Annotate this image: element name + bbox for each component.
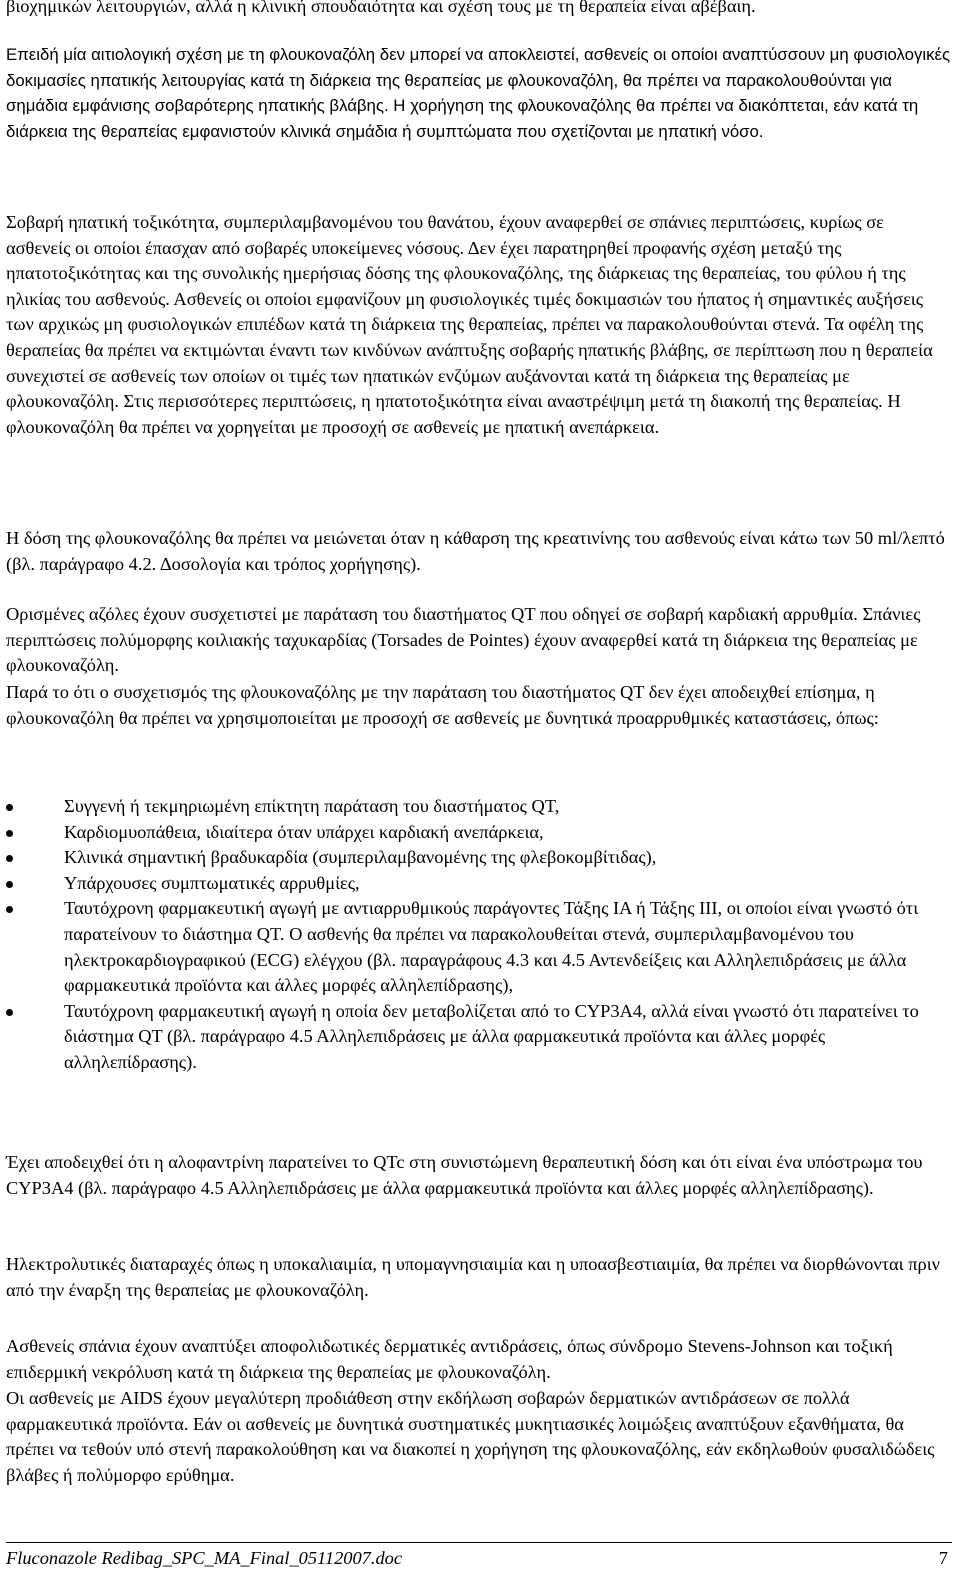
list-item: Ταυτόχρονη φαρμακευτική αγωγή η οποία δεν μεταβολίζεται από το CYP3A4, αλλά είναι γνωστό ότι παρατείνει το διάστημα QT (βλ. παράγραφο 4.5 Αλληλεπιδράσεις με άλλα φαρμακευτικά προϊόντα και άλλες μορφές αλληλεπίδρασης). [6,999,952,1076]
paragraph-electrolytes: Ηλεκτρολυτικές διαταραχές όπως η υποκαλιαιμία, η υπομαγνησιαιμία και η υποασβεστιαιμία, θα πρέπει να διορθώνονται πριν από την έναρξη της θεραπείας με φλουκοναζόλη. [6,1254,940,1300]
bullet-icon [6,855,13,862]
list-item: Υπάρχουσες συμπτωματικές αρρυθμίες, [6,871,952,897]
page-footer [6,1545,952,1573]
bullet-icon [6,1009,13,1016]
paragraph-qt-caution: Παρά το ότι ο συσχετισμός της φλουκοναζόλης με την παράταση του διαστήματος QT δεν έχει αποδειχθεί επίσημα, η φλουκοναζόλη θα πρέπει να χρησιμοποιείται με προσοχή σε ασθενείς με δυνητικά προαρρυθμικές καταστάσεις, όπως: [6,682,879,728]
paragraph-skin-reactions: Ασθενείς σπάνια έχουν αναπτύξει αποφολιδωτικές δερματικές αντιδράσεις, όπως σύνδρομο Stevens-Johnson και τοξική επιδερμική νεκρόλυση κατά τη διάρκεια της θεραπείας με φλουκοναζόλη. [6,1336,893,1382]
bullet-icon [6,830,13,837]
footer-divider [6,1542,952,1543]
footer-page-number: 7 [938,1548,948,1568]
bullet-icon [6,906,13,913]
paragraph-liver-monitoring: Επειδή μία αιτιολογική σχέση με τη φλουκοναζόλη δεν μπορεί να αποκλειστεί, ασθενείς οι οποίοι αναπτύσσουν μη φυσιολογικές δοκιμασίες ηπατικής λειτουργίας κατά τη διάρκεια της θεραπείας με φλουκοναζόλη, θα πρέπει να παρακολουθούνται για σημάδια εμφάνισης σοβαρότερης ηπατικής βλάβης. Η χορήγηση της φλουκοναζόλης θα πρέπει να διακόπτεται, εάν κατά τη διάρκεια της θεραπείας εμφανιστούν κλινικά σημάδια ή συμπτώματα που σχετίζονται με ηπατική νόσο. [6,45,951,141]
risk-factor-list [6,794,952,1076]
paragraph-halofantrine: Έχει αποδειχθεί ότι η αλοφαντρίνη παρατείνει το QTc στη συνιστώμενη θεραπευτική δόση και ότι είναι ένα υπόστρωμα του CYP3A4 (βλ. παράγραφο 4.5 Αλληλεπιδράσεις με άλλα φαρμακευτικά προϊόντα και άλλες μορφές αλληλεπίδρασης). [6,1152,923,1198]
bullet-icon [6,804,13,811]
list-item: Συγγενή ή τεκμηριωμένη επίκτητη παράταση του διαστήματος QT, [6,794,952,820]
paragraph-dose-renal: Η δόση της φλουκοναζόλης θα πρέπει να μειώνεται όταν η κάθαρση της κρεατινίνης του ασθενούς είναι κάτω των 50 ml/λεπτό (βλ. παράγραφο 4.2. Δοσολογία και τρόπος χορήγησης). [6,528,945,574]
footer-filename: Fluconazole Redibag_SPC_MA_Final_05112007.doc [6,1548,403,1568]
bullet-icon [6,881,13,888]
paragraph-hepatotoxicity: Σοβαρή ηπατική τοξικότητα, συμπεριλαμβανομένου του θανάτου, έχουν αναφερθεί σε σπάνιες περιπτώσεις, κυρίως σε ασθενείς οι οποίοι έπασχαν από σοβαρές υποκείμενες νόσους. Δεν έχει παρατηρηθεί προφανής σχέση μεταξύ της ηπατοτοξικότητας και της συνολικής ημερήσιας δόσης της φλουκοναζόλης, της διάρκειας της θεραπείας, του φύλου ή της ηλικίας του ασθενούς. Ασθενείς οι οποίοι εμφανίζουν μη φυσιολογικές τιμές δοκιμασιών του ήπατος ή σημαντικές αυξήσεις των αρχικώς μη φυσιολογικών επιπέδων κατά τη διάρκεια της θεραπείας, πρέπει να παρακολουθούνται στενά. Τα οφέλη της θεραπείας θα πρέπει να εκτιμώνται έναντι των κινδύνων ανάπτυξης σοβαρής ηπατικής βλάβης, σε περίπτωση που η θεραπεία συνεχιστεί σε ασθενείς των οποίων οι τιμές των ηπατικών ενζύμων αυξάνονται κατά τη διάρκεια της θεραπείας με φλουκοναζόλη. Στις περισσότερες περιπτώσεις, η ηπατοτοξικότητα είναι αναστρέψιμη μετά τη διακοπή της θεραπείας. Η φλουκοναζόλη θα πρέπει να χορηγείται με προσοχή σε ασθενείς με ηπατική ανεπάρκεια. [6,212,933,437]
paragraph-intro: βιοχημικών λειτουργιών, αλλά η κλινική σπουδαιότητα και σχέση τους με τη θεραπεία είναι αβέβαιη. [6,0,756,16]
list-item: Κλινικά σημαντική βραδυκαρδία (συμπεριλαμβανομένης της φλεβοκομβίτιδας), [6,845,952,871]
paragraph-aids: Οι ασθενείς με AIDS έχουν μεγαλύτερη προδιάθεση στην εκδήλωση σοβαρών δερματικών αντιδράσεων σε πολλά φαρμακευτικά προϊόντα. Εάν οι ασθενείς με δυνητικά συστηματικές μυκητιασικές λοιμώξεις αναπτύξουν εξανθήματα, θα πρέπει να τεθούν υπό στενή παρακολούθηση και να διακοπεί η χορήγηση της φλουκοναζόλης, εάν εκδηλωθούν φυσαλιδώδεις βλάβες ή πολύμορφο ερύθημα. [6,1388,935,1485]
paragraph-qt-azoles: Ορισμένες αζόλες έχουν συσχετιστεί με παράταση του διαστήματος QT που οδηγεί σε σοβαρή καρδιακή αρρυθμία. Σπάνιες περιπτώσεις πολύμορφης κοιλιακής ταχυκαρδίας (Torsades de Pointes) έχουν αναφερθεί κατά τη διάρκεια της θεραπείας με φλουκοναζόλη. [6,604,921,676]
list-item: Ταυτόχρονη φαρμακευτική αγωγή με αντιαρρυθμικούς παράγοντες Τάξης IA ή Τάξης III, οι οποίοι είναι γνωστό ότι παρατείνουν το διάστημα QT. O ασθενής θα πρέπει να παρακολουθείται στενά, συμπεριλαμβανομένου του ηλεκτροκαρδιογραφικού (ECG) ελέγχου (βλ. παραγράφους 4.3 και 4.5 Αντενδείξεις και Αλληλεπιδράσεις με άλλα φαρμακευτικά προϊόντα και άλλες μορφές αλληλεπίδρασης), [6,896,952,998]
list-item: Καρδιομυοπάθεια, ιδιαίτερα όταν υπάρχει καρδιακή ανεπάρκεια, [6,820,952,846]
